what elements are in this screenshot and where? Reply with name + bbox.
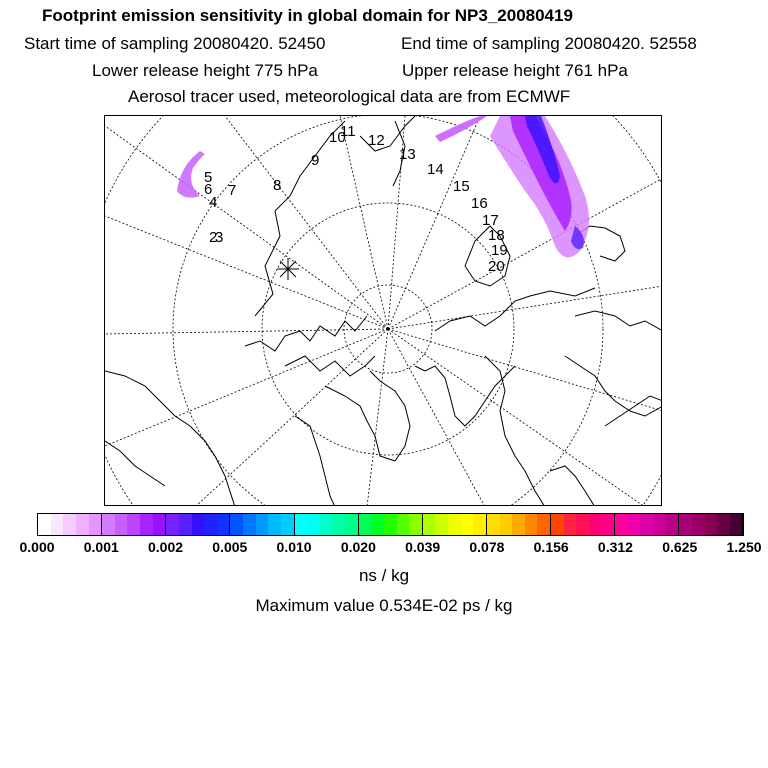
colorbar-segment (166, 514, 179, 535)
colorbar-tick-label: 0.000 (19, 539, 55, 555)
colorbar-segment (256, 514, 269, 535)
trajectory-label: 3 (215, 229, 224, 246)
trajectory-label: 11 (340, 123, 356, 140)
trajectory-label: 4 (209, 194, 218, 211)
colorbar-segment (500, 514, 513, 535)
colorbar-segment (332, 514, 345, 535)
colorbar-segment (217, 514, 231, 535)
colorbar-segment (371, 514, 384, 535)
colorbar-segment (204, 514, 217, 535)
trajectory-label: 18 (488, 227, 505, 244)
trajectory-label: 16 (471, 195, 488, 212)
trajectory-label: 6 (204, 181, 213, 198)
colorbar-segment (730, 514, 744, 535)
trajectory-label: 2 (209, 229, 218, 246)
tracer-info: Aerosol tracer used, meteorological data are from ECMWF (128, 87, 571, 106)
colorbar-segment (384, 514, 397, 535)
end-time: End time of sampling 20080420. 52558 (401, 34, 697, 53)
colorbar-tick-label: 0.156 (533, 539, 569, 555)
trajectory-label: 15 (453, 178, 470, 195)
colorbar-segment (51, 514, 64, 535)
release-point-marker (277, 258, 299, 280)
colorbar-tick-label: 0.039 (405, 539, 441, 555)
colorbar-segment (281, 514, 295, 535)
colorbar-tick-label: 0.001 (83, 539, 119, 555)
colorbar-segment (628, 514, 641, 535)
colorbar-segment (102, 514, 115, 535)
colorbar-segment (448, 514, 461, 535)
polar-map (104, 115, 662, 506)
colorbar-segment (666, 514, 680, 535)
trajectory-label: 9 (311, 152, 320, 169)
colorbar-tick-label: 1.250 (726, 539, 762, 555)
lower-release-height: Lower release height 775 hPa (92, 61, 318, 80)
map-canvas (105, 116, 662, 506)
trajectory-label: 5 (204, 169, 213, 186)
colorbar-segment (63, 514, 76, 535)
trajectory-label: 8 (273, 177, 282, 194)
colorbar-segment (602, 514, 616, 535)
colorbar-segment (576, 514, 589, 535)
colorbar-segment (409, 514, 423, 535)
colorbar-segment (140, 514, 153, 535)
colorbar-tick-label: 0.078 (469, 539, 505, 555)
colorbar-segment (705, 514, 718, 535)
colorbar-segment (679, 514, 692, 535)
upper-release-height: Upper release height 761 hPa (402, 61, 628, 80)
colorbar-segment (179, 514, 192, 535)
colorbar-segment (717, 514, 730, 535)
colorbar-segment (564, 514, 577, 535)
colorbar-segment (435, 514, 448, 535)
trajectory-label: 13 (399, 146, 416, 163)
colorbar-segment (640, 514, 653, 535)
colorbar-segment (512, 514, 525, 535)
colorbar-tick-label: 0.020 (340, 539, 376, 555)
colorbar-segment (192, 514, 205, 535)
colorbar-tick-label: 0.312 (597, 539, 633, 555)
colorbar-tick-label: 0.010 (276, 539, 312, 555)
start-time: Start time of sampling 20080420. 52450 (24, 34, 326, 53)
colorbar-tick-label: 0.625 (662, 539, 698, 555)
trajectory-label: 20 (488, 258, 505, 275)
colorbar-segment (38, 514, 51, 535)
trajectory-label: 10 (329, 129, 346, 146)
maximum-value: Maximum value 0.534E-02 ps / kg (255, 596, 513, 615)
trajectory-label: 17 (482, 212, 499, 229)
colorbar-segment (461, 514, 474, 535)
colorbar-tick-label: 0.005 (212, 539, 248, 555)
colorbar-segment (551, 514, 564, 535)
colorbar-segment (692, 514, 705, 535)
colorbar-segment (307, 514, 320, 535)
colorbar-segment (115, 514, 128, 535)
colorbar-segment (653, 514, 666, 535)
colorbar-segment (89, 514, 103, 535)
colorbar-segment (76, 514, 89, 535)
colorbar-segment (525, 514, 538, 535)
colorbar-segment (127, 514, 140, 535)
colorbar-segment (423, 514, 436, 535)
colorbar (37, 513, 744, 536)
colorbar-segment (230, 514, 243, 535)
colorbar-segment (487, 514, 500, 535)
colorbar-segment (589, 514, 602, 535)
colorbar-segment (320, 514, 333, 535)
colorbar-segment (268, 514, 281, 535)
colorbar-segment (397, 514, 410, 535)
trajectory-label: 7 (228, 182, 237, 199)
colorbar-segment (295, 514, 308, 535)
colorbar-segment (345, 514, 359, 535)
colorbar-segment (615, 514, 628, 535)
trajectory-label: 12 (368, 132, 385, 149)
colorbar-tick-label: 0.002 (148, 539, 184, 555)
trajectory-label: 19 (491, 242, 508, 259)
colorbar-segment (537, 514, 551, 535)
colorbar-segment (473, 514, 487, 535)
plot-title: Footprint emission sensitivity in global domain for NP3_20080419 (42, 6, 573, 25)
colorbar-units: ns / kg (358, 566, 410, 585)
colorbar-segment (359, 514, 372, 535)
colorbar-segment (153, 514, 167, 535)
colorbar-segment (243, 514, 256, 535)
trajectory-label: 14 (427, 161, 444, 178)
